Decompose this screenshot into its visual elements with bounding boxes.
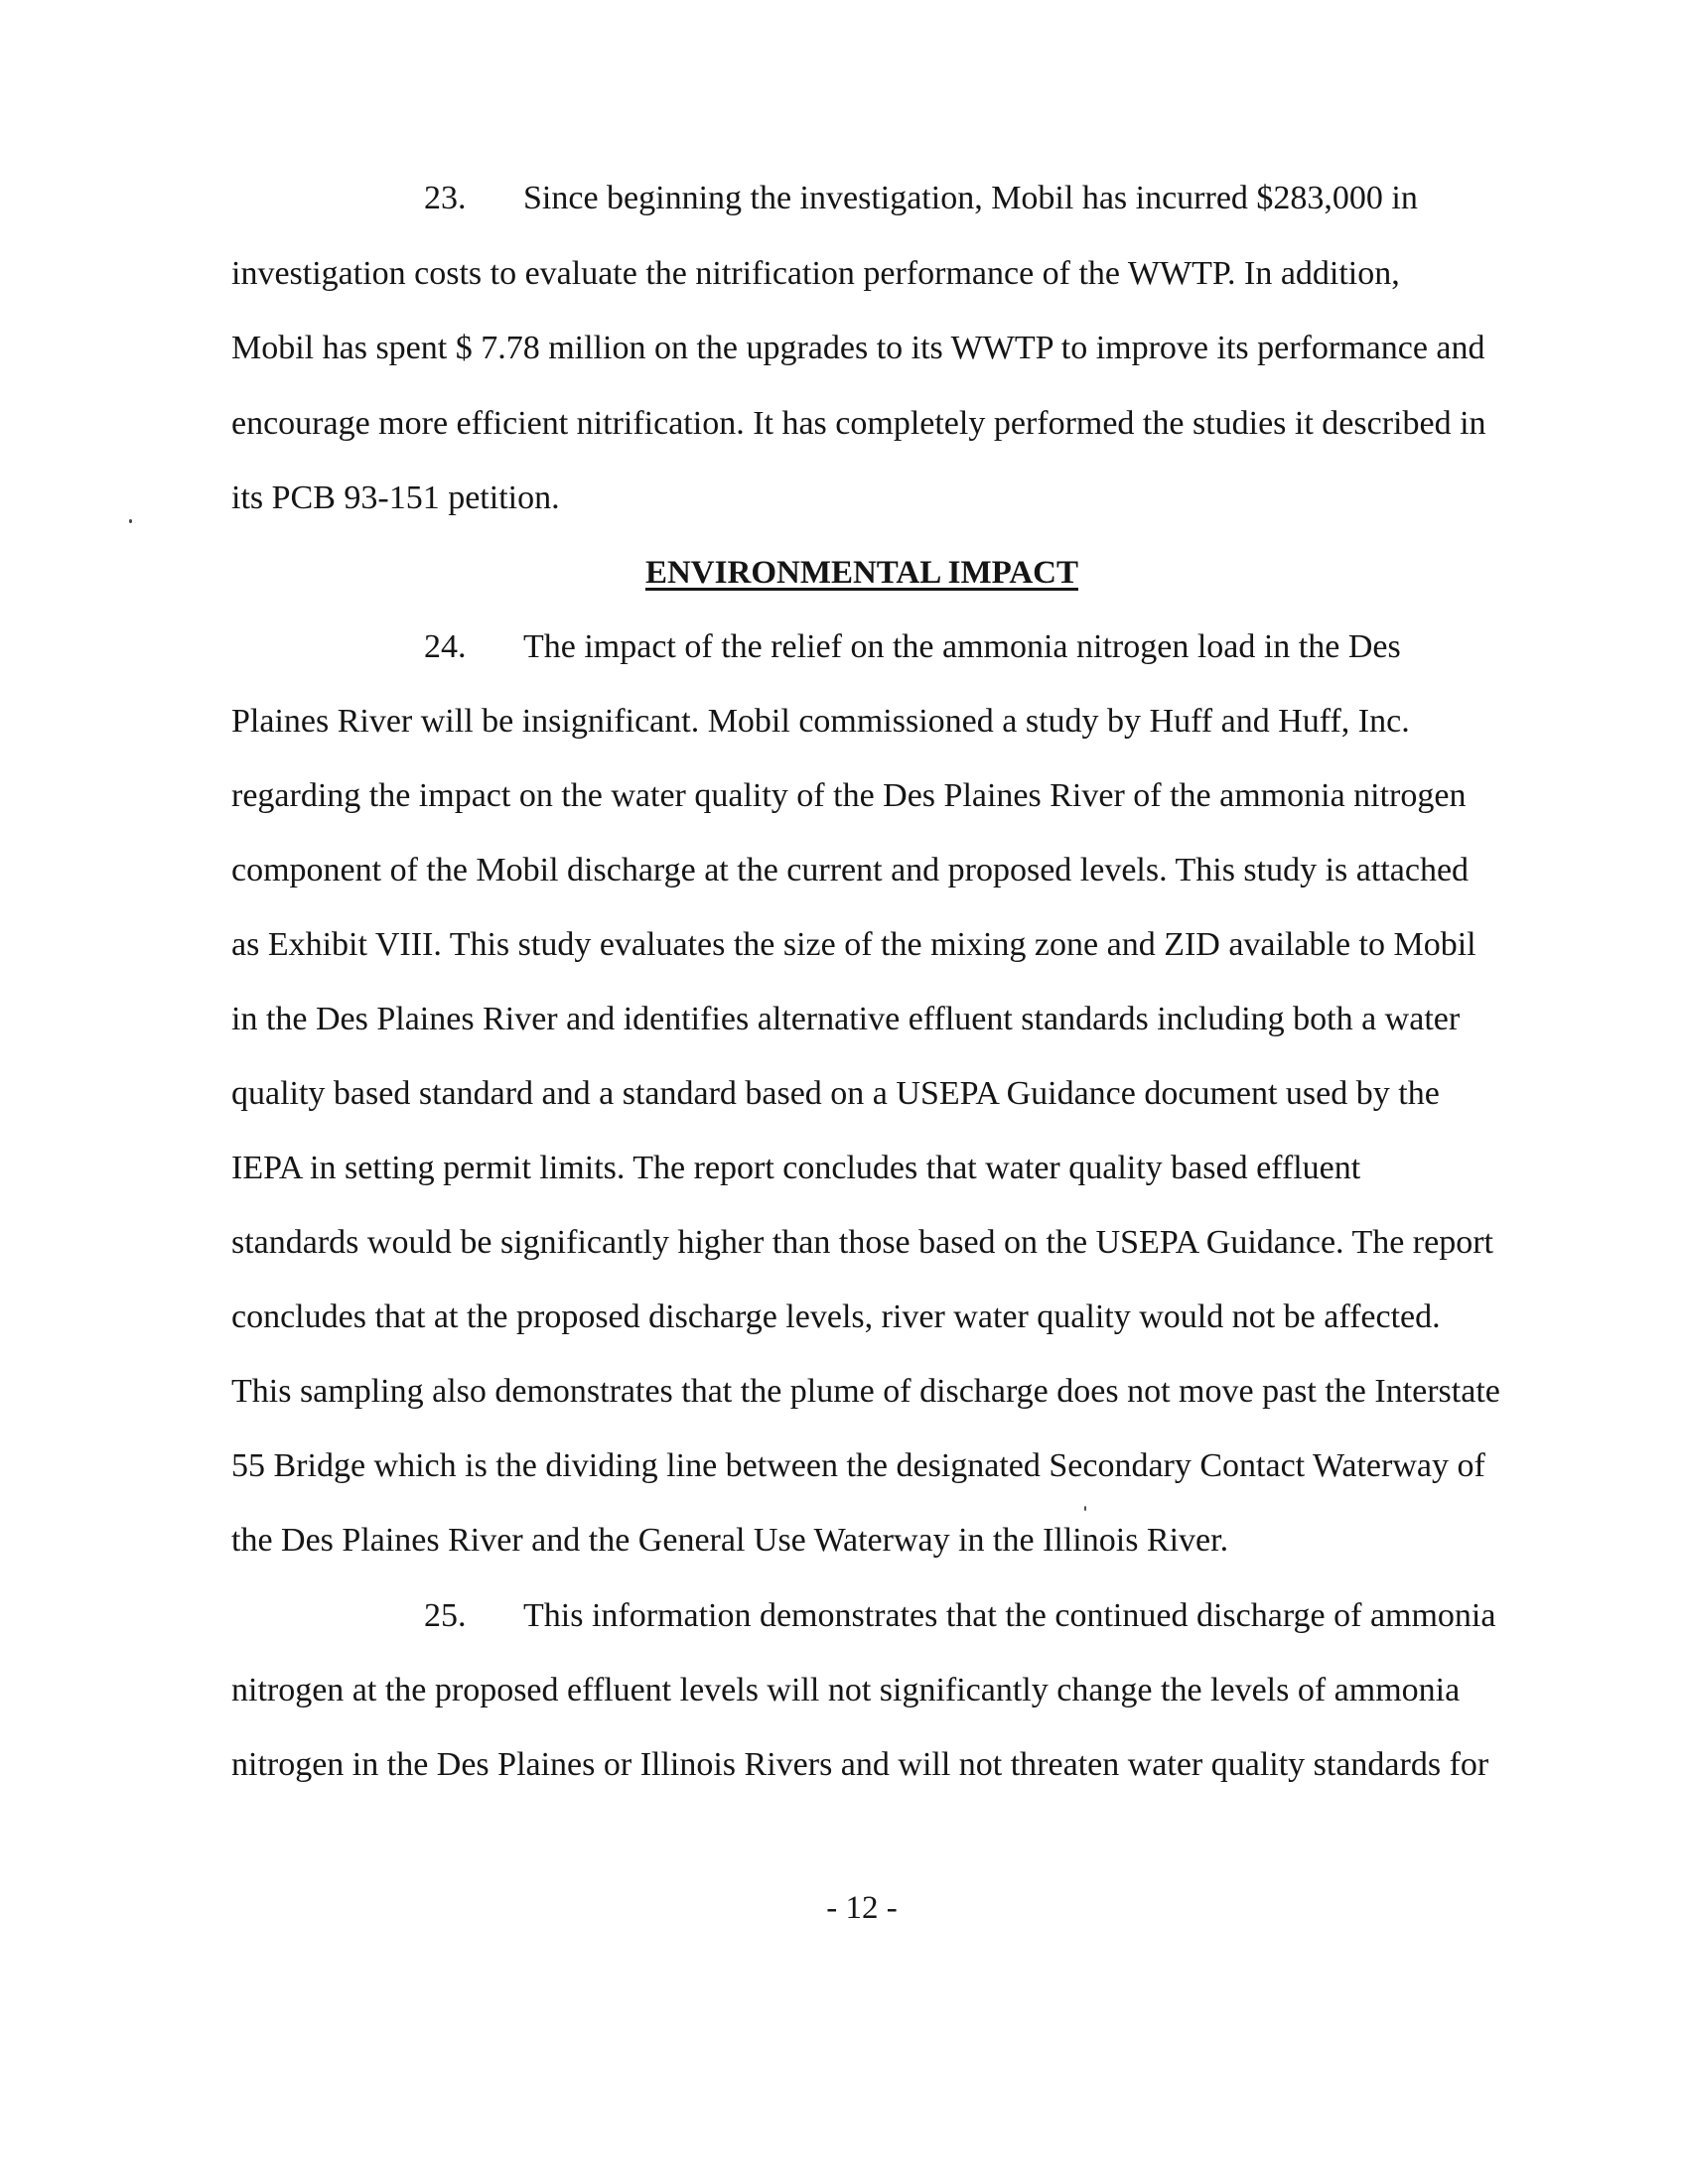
paragraph-25-line-3: nitrogen in the Des Plaines or Illinois Rivers and will not threaten water quality standards for: [231, 1746, 1489, 1783]
paragraph-24-line-6: in the Des Plaines River and identifies alternative effluent standards including both a water: [231, 1001, 1461, 1037]
paragraph-24-line-5: as Exhibit VIII. This study evaluates the size of the mixing zone and ZID available to Mobil: [231, 926, 1476, 963]
paragraph-25-line-1-text: This information demonstrates that the continued discharge of ammonia: [523, 1597, 1496, 1634]
scan-speck: [129, 519, 132, 523]
paragraph-23-line-2: investigation costs to evaluate the nitrification performance of the WWTP. In addition,: [231, 255, 1400, 292]
paragraph-24-line-8: IEPA in setting permit limits. The report concludes that water quality based effluent: [231, 1150, 1361, 1186]
paragraph-23-number: 23.: [424, 180, 467, 216]
paragraph-24-line-3: regarding the impact on the water quality of the Des Plaines River of the ammonia nitrogen: [231, 777, 1467, 814]
paragraph-24-line-1: [424, 625, 1492, 669]
scan-speck: [1084, 1506, 1086, 1511]
paragraph-23-line-4: encourage more efficient nitrification. It has completely performed the studies it described in: [231, 405, 1486, 442]
paragraph-23-line-5: its PCB 93-151 petition.: [231, 479, 560, 516]
paragraph-23-line-3: Mobil has spent $ 7.78 million on the upgrades to its WWTP to improve its performance and: [231, 330, 1485, 366]
paragraph-25-number: 25.: [424, 1597, 467, 1634]
paragraph-24-line-13: the Des Plaines River and the General Use Waterway in the Illinois River.: [231, 1522, 1229, 1559]
paragraph-24-line-1-text: The impact of the relief on the ammonia nitrogen load in the Des: [523, 628, 1401, 665]
paragraph-24-line-9: standards would be significantly higher than those based on the USEPA Guidance. The report: [231, 1224, 1493, 1261]
paragraph-24-number: 24.: [424, 628, 467, 665]
paragraph-24-line-12: 55 Bridge which is the dividing line between the designated Secondary Contact Waterway of: [231, 1447, 1485, 1484]
paragraph-24-line-11: This sampling also demonstrates that the plume of discharge does not move past the Interstate: [231, 1373, 1500, 1410]
paragraph-24-line-10: concludes that at the proposed discharge levels, river water quality would not be affected.: [231, 1298, 1441, 1335]
page-number: - 12 -: [826, 1890, 898, 1926]
paragraph-25-line-1: [424, 1594, 1496, 1638]
paragraph-25-line-2: nitrogen at the proposed effluent levels will not significantly change the levels of ammonia: [231, 1672, 1461, 1708]
section-heading: ENVIRONMENTAL IMPACT: [644, 555, 1079, 591]
paragraph-24-line-4: component of the Mobil discharge at the current and proposed levels. This study is attached: [231, 852, 1470, 888]
paragraph-24-line-2: Plaines River will be insignificant. Mobil commissioned a study by Huff and Huff, Inc.: [231, 703, 1410, 740]
paragraph-24-line-7: quality based standard and a standard based on a USEPA Guidance document used by the: [231, 1075, 1440, 1112]
paragraph-23-line-1: [424, 177, 1492, 220]
paragraph-23-line-1-text: Since beginning the investigation, Mobil has incurred $283,000 in: [523, 180, 1418, 216]
